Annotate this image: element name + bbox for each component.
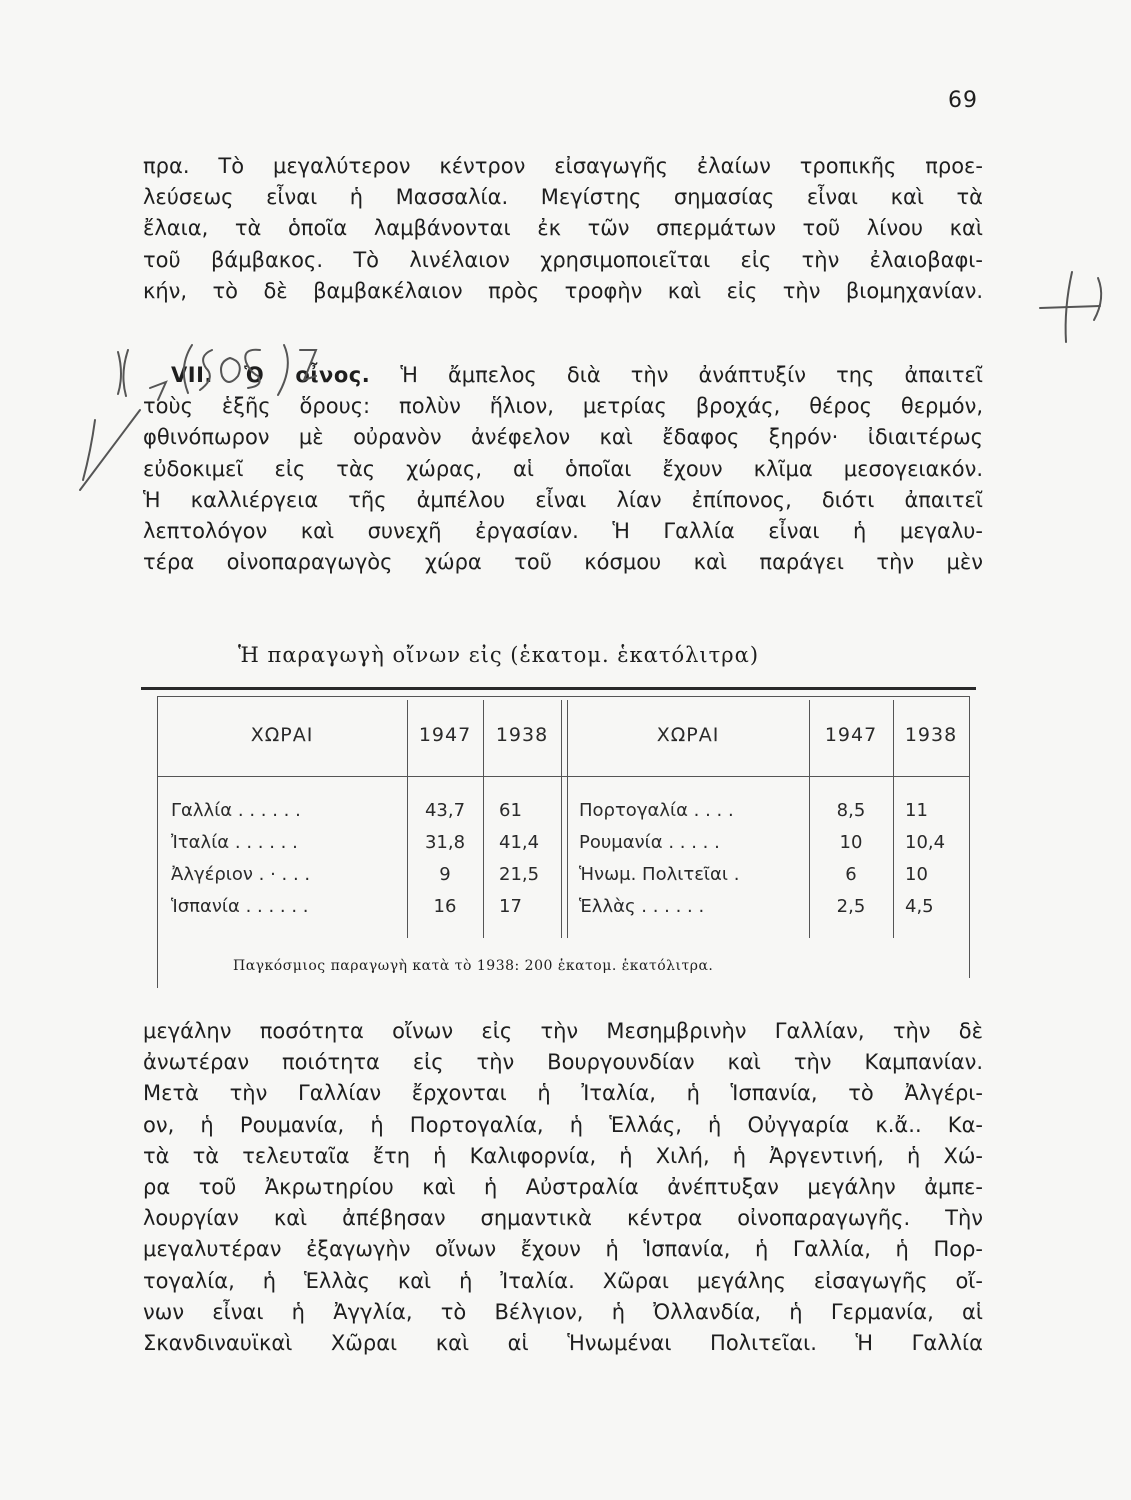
table-cell-country: Γαλλία . . . . . .	[171, 800, 301, 821]
text-line: μεγαλυτέραν ἐξαγωγὴν οἴνων ἔχουν ἡ Ἱσπανία, ἡ Γαλλία, ἡ Πορ-	[143, 1237, 983, 1262]
text-line: ον, ἡ Ρουμανία, ἡ Πορτογαλία, ἡ Ἑλλάς, ἡ Οὐγγαρία κ.ἄ.. Κα-	[143, 1112, 983, 1137]
table-cell-value: 9	[439, 864, 451, 885]
text-line: φθινόπωρον μὲ οὐρανὸν ἀνέφελον καὶ ἔδαφος ξηρόν· ἰδιαιτέρως	[143, 425, 983, 450]
text-line: τοῦ βάμβακος. Τὸ λινέλαιον χρησιμοποιεῖται εἰς τὴν ἐλαιοβαφι-	[143, 247, 983, 272]
table-footnote: Παγκόσμιος παραγωγὴ κατὰ τὸ 1938: 200 ἑκατομ. ἑκατόλιτρα.	[233, 958, 714, 974]
table-cell-value: 8,5	[836, 800, 866, 821]
text-line: Μετὰ τὴν Γαλλίαν ἔρχονται ἡ Ἰταλία, ἡ Ἱσπανία, τὸ Ἀλγέρι-	[143, 1081, 983, 1106]
paragraph-wine	[143, 360, 983, 578]
table-cell-country: Ἡνωμ. Πολιτεῖαι .	[579, 864, 740, 885]
paragraph-bottom	[143, 1016, 983, 1359]
text-line	[143, 360, 983, 391]
text-line-rest: Ἡ ἄμπελος διὰ τὴν ἀνάπτυξίν της ἀπαιτεῖ	[400, 363, 983, 387]
text-line: Ἡ καλλιέργεια τῆς ἀμπέλου εἶναι λίαν ἐπίπονος, διότι ἀπαιτεῖ	[143, 487, 983, 512]
text-line: νων εἶναι ἡ Ἀγγλία, τὸ Βέλγιον, ἡ Ὀλλανδία, ἡ Γερμανία, αἱ	[143, 1299, 983, 1324]
table-cell-country: Ρουμανία . . . . .	[579, 832, 720, 853]
text-line: ἔλαια, τὰ ὁποῖα λαμβάνονται ἐκ τῶν σπερμάτων τοῦ λίνου καὶ	[143, 216, 983, 241]
text-line: εὐδοκιμεῖ εἰς τὰς χώρας, αἱ ὁποῖαι ἔχουν κλῖμα μεσογειακόν.	[143, 456, 983, 481]
header-countries: ΧΩΡΑΙ	[656, 724, 720, 746]
text-line: τὰ τὰ τελευταῖα ἔτη ἡ Καλιφορνία, ἡ Χιλή, ἡ Ἀργεντινή, ἡ Χώ-	[143, 1143, 983, 1168]
table-cell-value: 6	[845, 864, 857, 885]
table-cell-country: Ἰταλία . . . . . .	[171, 832, 298, 853]
text-line: λουργίαν καὶ ἀπέβησαν σημαντικὰ κέντρα οἰνοπαραγωγῆς. Τὴν	[143, 1206, 983, 1231]
table-cell-value: 31,8	[424, 832, 466, 853]
table-cell-value: 11	[905, 800, 928, 821]
table-cell-value: 10	[905, 864, 928, 885]
header-countries: ΧΩΡΑΙ	[250, 724, 314, 746]
table-cell-country: Πορτογαλία . . . .	[579, 800, 734, 821]
text-line: Σκανδιναυϊκαὶ Χῶραι καὶ αἱ Ἡνωμέναι Πολιτεῖαι. Ἡ Γαλλία	[143, 1331, 983, 1356]
table-cell-country: Ἱσπανία . . . . . .	[171, 896, 309, 917]
table-cell-value: 10,4	[905, 832, 946, 853]
table-cell-value: 10	[839, 832, 863, 853]
table-cell-value: 43,7	[424, 800, 466, 821]
text-line: μεγάλην ποσότητα οἴνων εἰς τὴν Μεσημβρινὴν Γαλλίαν, τὴν δὲ	[143, 1019, 983, 1043]
table-cell-value: 61	[499, 800, 522, 821]
table-cell-value: 4,5	[905, 896, 934, 917]
text-line: λεύσεως εἶναι ἡ Μασσαλία. Μεγίστης σημασίας εἶναι καὶ τὰ	[143, 185, 983, 210]
text-line: λεπτολόγον καὶ συνεχῆ ἐργασίαν. Ἡ Γαλλία εἶναι ἡ μεγαλυ-	[143, 519, 983, 544]
paragraph-top	[143, 151, 983, 307]
header-1938: 1938	[904, 724, 958, 746]
table-title: Ἡ παραγωγὴ οἴνων εἰς (ἑκατομ. ἑκατόλιτρα)	[238, 643, 760, 667]
header-1947: 1947	[824, 724, 878, 746]
table-cell-country: Ἀλγέριον . · . . .	[171, 864, 311, 885]
page-number: 69	[948, 88, 978, 113]
text-line: τογαλία, ἡ Ἑλλὰς καὶ ἡ Ἰταλία. Χῶραι μεγάλης εἰσαγωγῆς οἴ-	[143, 1268, 983, 1293]
header-1938: 1938	[495, 724, 549, 746]
table-cell-value: 17	[499, 896, 522, 917]
text-line: τοὺς ἑξῆς ὅρους: πολὺν ἥλιον, μετρίας βροχάς, θέρος θερμόν,	[143, 394, 983, 419]
text-line: πρα. Τὸ μεγαλύτερον κέντρον εἰσαγωγῆς ἐλαίων τροπικῆς προε-	[143, 154, 983, 178]
text-line: τέρα οἰνοπαραγωγὸς χώρα τοῦ κόσμου καὶ παράγει τὴν μὲν	[143, 550, 983, 575]
text-line: ἀνωτέραν ποιότητα εἰς τὴν Βουργουνδίαν καὶ τὴν Καμπανίαν.	[143, 1050, 983, 1075]
text-line: ρα τοῦ Ἀκρωτηρίου καὶ ἡ Αὐστραλία ἀνέπτυξαν μεγάλην ἀμπε-	[143, 1175, 983, 1200]
column-divider	[561, 700, 562, 938]
table-cell-value: 21,5	[499, 864, 540, 885]
table-cell-country: Ἑλλὰς . . . . . .	[579, 896, 705, 917]
section-heading: VII. Ὁ οἶνος.	[171, 363, 371, 387]
table-cell-value: 41,4	[499, 832, 540, 853]
header-divider	[157, 776, 969, 777]
table-cell-value: 16	[433, 896, 457, 917]
text-line: κήν, τὸ δὲ βαμβακέλαιον πρὸς τροφὴν καὶ εἰς τὴν βιομηχανίαν.	[143, 278, 983, 303]
header-1947: 1947	[418, 724, 472, 746]
table-cell-value: 2,5	[836, 896, 866, 917]
table-border-right	[969, 696, 970, 978]
wine-production-table	[141, 687, 976, 988]
